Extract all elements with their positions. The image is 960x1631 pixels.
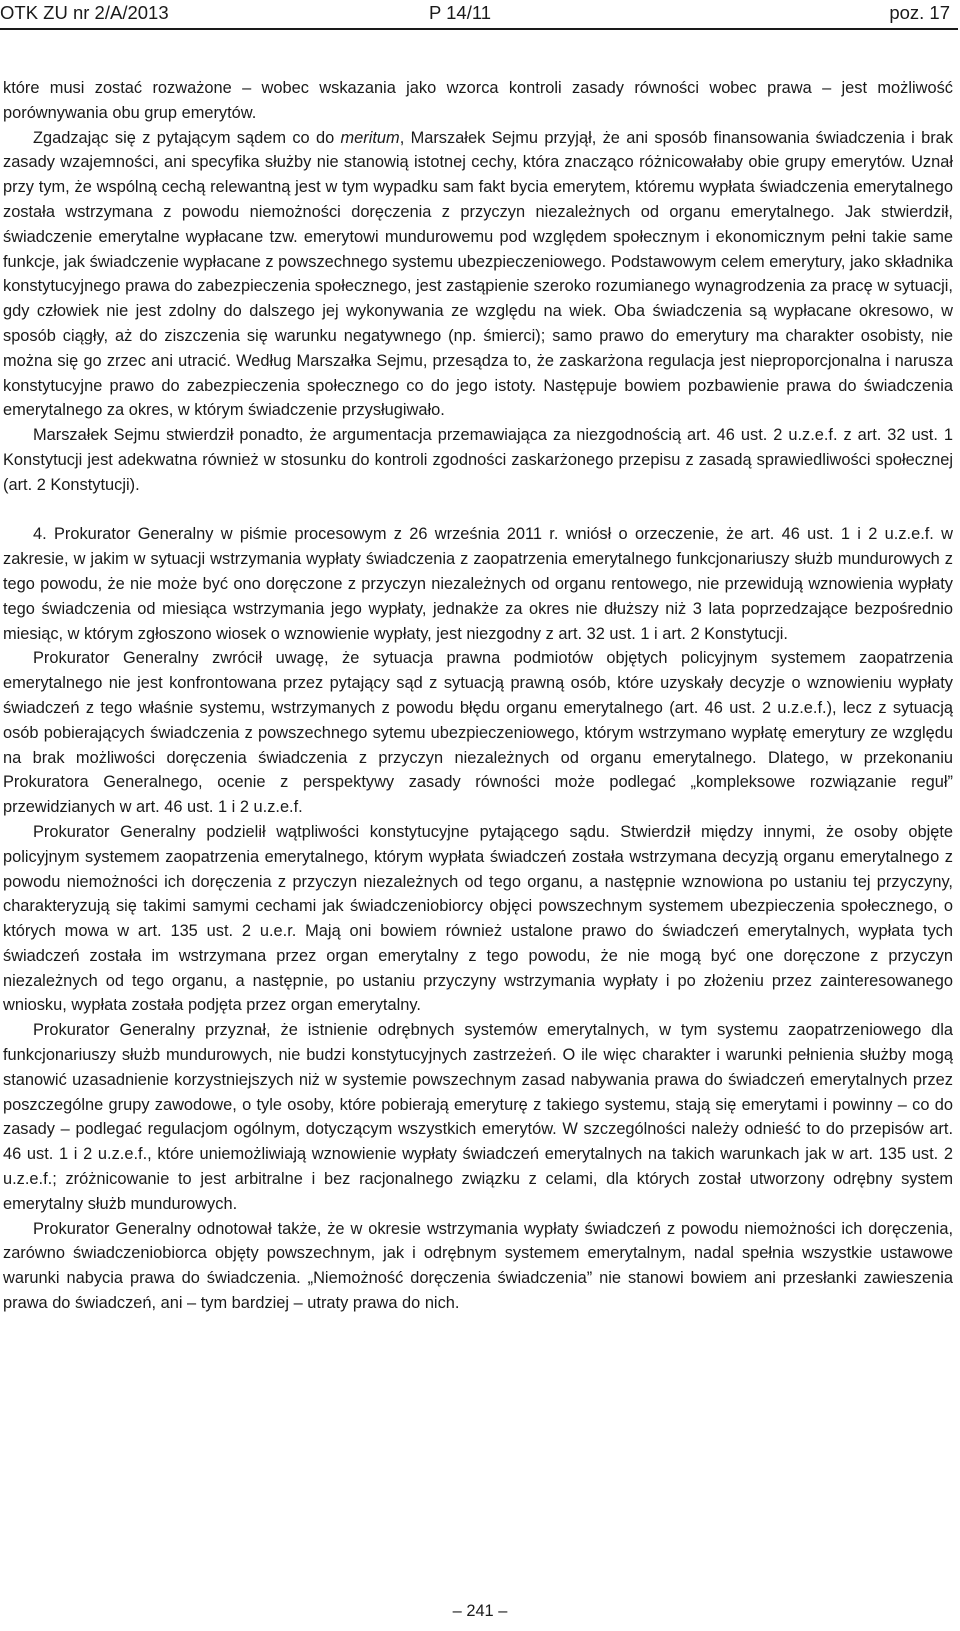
paragraph-prosecutor-noted: Prokurator Generalny odnotował także, że w okresie wstrzymania wypłaty świadczeń z powodu niemożności ich doręczenia, zarówno świadczeniobiorca objęty powszechnym, jak i odrębnym systemem emerytalnym, nadal spełnia wszystkie ustawowe warunki nabycia prawa do świadczenia. „Niemożność doręczenia świadczenia” nie stanowi bowiem ani przesłanki zawieszenia prawa do świadczeń, ani – tym bardziej – utraty prawa do nich. (3, 1219, 953, 1313)
paragraph-prosecutor-motion: 4. Prokurator Generalny w piśmie procesowym z 26 września 2011 r. wniósł o orzeczenie, że art. 46 ust. 1 i 2 u.z.e.f. w zakresie, w jakim w sytuacji wstrzymania wypłaty świadczenia z zaopatrzenia emerytalnego funkcjonariuszy służb mundurowych z tego powodu, że nie może być ono doręczone z przyczyn niezależnych od organu rentowego, nie przewidują wznowienia wypłaty tego świadczenia od miesiąca wstrzymania jego wypłaty, jednakże za okres nie dłuższy niż 3 lata poprzedzające bezpośrednio miesiąc, w którym zgłoszono wiosek o wznowienie wypłaty, jest niezgodny z art. 32 ust. 1 i art. 2 Konstytucji. (3, 525, 953, 643)
journal-reference: OTK ZU nr 2/A/2013 (0, 2, 169, 23)
running-header (0, 0, 960, 30)
position-number: poz. 17 (889, 2, 950, 23)
paragraph-marshal-position (3, 126, 953, 424)
paragraph-prosecutor-doubts: Prokurator Generalny podzielił wątpliwości konstytucyjne pytającego sądu. Stwierdził między innymi, że osoby objęte policyjnym systemem zaopatrzenia emerytalnego, którym wypłata świadczeń została wstrzymana decyzją organu emerytalnego z powodu niemożności ich doręczenia z przyczyn niezależnych od tego organu, a następnie wznowiona po ustaniu tej przyczyny, charakteryzują się takimi samymi cechami jak świadczeniobiorcy objęci powszechnym systemem ubezpieczenia społecznego, o których mowa w art. 135 ust. 2 u.e.r. Mają oni bowiem również ustalone prawo do świadczeń emerytalnych, wypłata tych świadczeń została im wstrzymana przez organ emerytalny z tego powodu, że nie mogą być one doręczone z przyczyn niezależnych od tego organu, a następnie, po ustaniu przyczyny wstrzymania wypłaty i po złożeniu przez zainteresowanego wniosku, wypłata została podjęta przez organ emerytalny. (3, 822, 953, 1015)
paragraph-prosecutor-attention: Prokurator Generalny zwrócił uwagę, że sytuacja prawna podmiotów objętych policyjnym systemem zaopatrzenia emerytalnego nie jest konfrontowana przez pytający sąd z sytuacją prawną osób, które uzyskały decyzje o wznowieniu wypłaty świadczeń z tego właśnie systemu, wstrzymanych z powodu błędu organu emerytalnego (art. 46 ust. 2 u.z.e.f.), lecz z sytuacją osób pobierających świadczenia z powszechnego sytemu ubezpieczeniowego, którym wstrzymano wypłatę emerytury ze względu na brak możliwości doręczenia świadczenia z przyczyn niezależnych od organu emerytalnego. Dlatego, w przekonaniu Prokuratora Generalnego, ocenie z perspektywy zasady równości może podlegać „kompleksowe rozwiązanie reguł” przewidzianych w art. 46 ust. 1 i 2 u.z.e.f. (3, 649, 953, 817)
paragraph-marshal-conclusion: Marszałek Sejmu stwierdził ponadto, że argumentacja przemawiająca za niezgodnością art. 46 ust. 2 u.z.e.f. z art. 32 ust. 1 Konstytucji jest adekwatna również w stosunku do kontroli zgodności zaskarżonego przepisu z zasadą sprawiedliwości społecznej (art. 2 Konstytucji). (3, 426, 953, 494)
paragraph-prosecutor-systems: Prokurator Generalny przyznał, że istnienie odrębnych systemów emerytalnych, w tym systemu zaopatrzeniowego dla funkcjonariuszy służb mundurowych, nie budzi konstytucyjnych zastrzeżeń. O ile więc charakter i warunki pełnienia służby mogą stanowić uzasadnienie korzystniejszych niż w systemie powszechnym zasad nabywania prawa do świadczeń emerytalnych przez poszczególne grupy zawodowe, o tyle osoby, które pobierają emeryturę z takiego systemu, stają się emerytami i powinny – co do zasady – podlegać regulacjom ogólnym, dotyczącym wszystkich emerytów. W szczególności należy odnieść to do przepisów art. 46 ust. 1 i 2 u.z.e.f., które uniemożliwiają wznowienie wypłaty świadczeń emerytalnych na takich warunkach jak w art. 135 ust. 2 u.z.e.f.; zróżnicowanie to jest arbitralne i bez racjonalnego związku z celami, dla których został utworzony odrębny system emerytalny służb mundurowych. (3, 1021, 953, 1213)
paragraph-text-lead: Zgadzając się z pytającym sądem co do (33, 128, 341, 147)
latin-term-meritum: meritum (340, 128, 400, 147)
header-divider (0, 28, 958, 30)
paragraph-text-rest: , Marszałek Sejmu przyjął, że ani sposób finansowania świadczenia i brak zasady wzajemności, ani specyfika służby nie stanowią istotnej cechy, która znacząco różnicowałaby obie grupy emerytów. Uznał przy tym, że wspólną cechą relewantną jest w tym wypadku sam fakt bycia emerytem, któremu wypłata świadczenia emerytalnego została wstrzymana z powodu niemożności doręczenia z przyczyn niezależnych od organu emerytalnego. Jak stwierdził, świadczenie emerytalne wypłacane tzw. emerytowi mundurowemu pod względem społecznym i ekonomicznym pełni takie same funkcje, jak świadczenie wypłacane z powszechnego systemu ubezpieczeniowego. Podstawowym celem emerytury, jako składnika konstytucyjnego prawa do zabezpieczenia społecznego, jest zastąpienie szeroko rozumianego wynagrodzenia za pracę w sytuacji, gdy człowiek nie jest zdolny do dalszego jej wykonywania ze względu na wiek. Oba świadczenia są wypłacane okresowo, w sposób ciągły, aż do ziszczenia się warunku negatywnego (np. śmierci); samo prawo do emerytury ma charakter osobisty, nie można się go zrzec ani utracić. Według Marszałka Sejmu, przesądza to, że zaskarżona regulacja jest nieproporcjonalna i narusza konstytucyjne prawo do zabezpieczenia społecznego co do jego istoty. Następuje bowiem pozbawienie prawa do świadczenia emerytalnego za okres, w którym świadczenie przysługiwało. (3, 128, 953, 420)
case-signature: P 14/11 (429, 2, 492, 23)
paragraph-continuation: które musi zostać rozważone – wobec wskazania jako wzorca kontroli zasady równości wobec prawa – jest możliwość porównywania obu grup emerytów. (3, 79, 953, 122)
document-body (3, 76, 953, 1316)
page-number: – 241 – (452, 1602, 508, 1620)
